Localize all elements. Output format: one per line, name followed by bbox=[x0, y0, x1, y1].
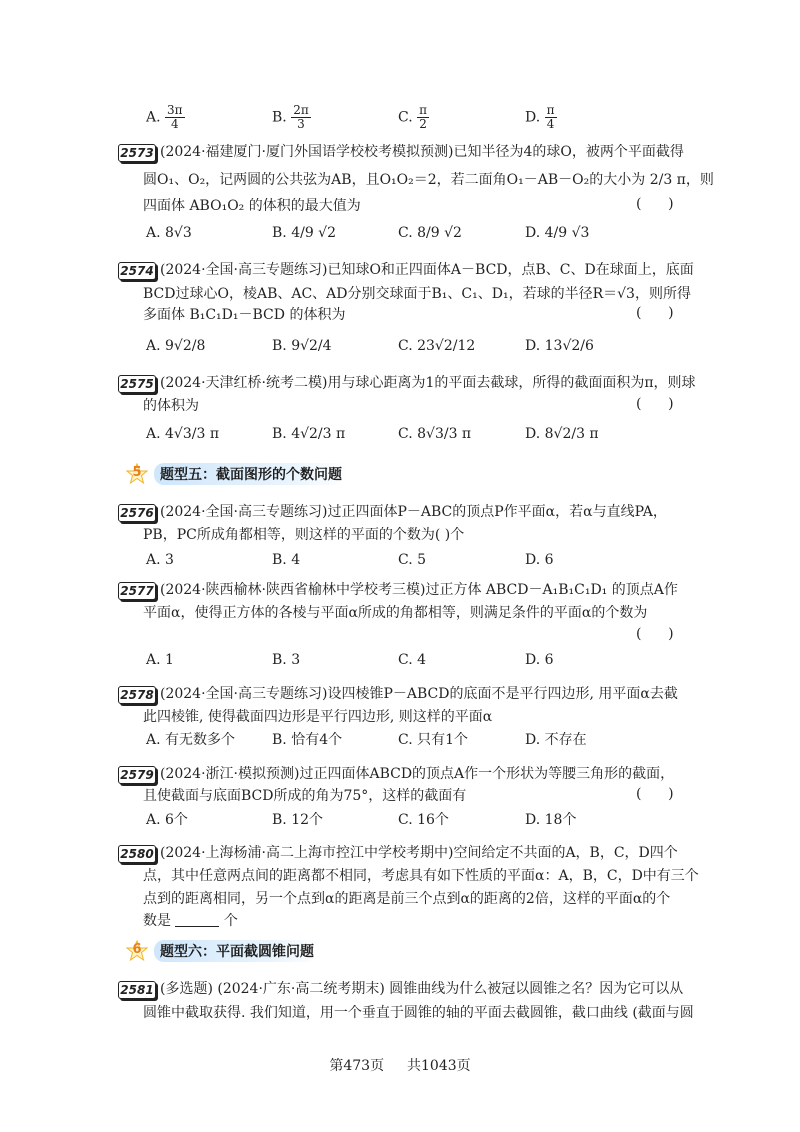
option-b: B. 12个 bbox=[272, 812, 324, 828]
question-text bbox=[143, 911, 238, 931]
option-c: C. 5 bbox=[398, 552, 427, 568]
option-a: A. 3 bbox=[146, 552, 174, 568]
option-d: D. 8√2/3 π bbox=[525, 426, 599, 442]
question-text: (多选题) (2024·广东·高二统考期末) 圆锥曲线为什么被冠以圆锥之名？因为它可以从 bbox=[160, 981, 684, 997]
option-d: D. 6 bbox=[525, 652, 554, 668]
section-title: 题型五：截面图形的个数问题 bbox=[154, 463, 348, 485]
option-d: D. 13√2/6 bbox=[525, 338, 594, 354]
answer-bracket: ( ) bbox=[636, 196, 674, 212]
option-a: A. 1 bbox=[146, 652, 174, 668]
section-number: 6 bbox=[132, 942, 142, 957]
option-a: A. 8√3 bbox=[146, 225, 192, 241]
option-d: D. 4/9 √3 bbox=[525, 225, 590, 241]
question-text: 此四棱锥, 使得截面四边形是平行四边形, 则这样的平面α bbox=[143, 709, 493, 725]
question-text: BCD过球心O，棱AB、AC、AD分别交球面于B₁、C₁、D₁，若球的半径R＝√3，则所得 bbox=[143, 286, 691, 302]
question-number: 2581 bbox=[118, 981, 156, 999]
question-text: 的体积为 bbox=[143, 398, 199, 414]
answer-bracket: ( ) bbox=[636, 305, 674, 321]
question-text-start: 数是 bbox=[143, 913, 171, 929]
question-text: 平面α，使得正方体的各棱与平面α所成的角都相等，则满足条件的平面α的个数为 bbox=[143, 605, 648, 621]
option-c: C. 23√2/12 bbox=[398, 338, 476, 354]
option-a: A. 6个 bbox=[146, 812, 188, 828]
section-header bbox=[126, 462, 348, 486]
question-text: 四面体 ABO₁O₂ 的体积的最大值为 bbox=[143, 198, 361, 214]
option-d: D. 不存在 bbox=[525, 732, 587, 748]
option-d: D. $\frac{\pi}{4}$ bbox=[525, 103, 555, 131]
question-number: 2579 bbox=[118, 766, 156, 784]
option-a: A. 9√2/8 bbox=[146, 338, 206, 354]
page-total: 共1043页 bbox=[407, 1058, 471, 1074]
section-header bbox=[126, 939, 320, 963]
question-text: (2024·福建厦门·厦门外国语学校校考模拟预测)已知半径为4的球O，被两个平面截得 bbox=[160, 144, 684, 160]
question-text: (2024·上海杨浦·高二上海市控江中学校考期中)空间给定不共面的A，B，C，D四个 bbox=[160, 845, 678, 861]
question-text: (2024·天津红桥·统考二模)用与球心距离为1的平面去截球，所得的截面面积为π，则球 bbox=[160, 375, 696, 391]
question-number: 2577 bbox=[118, 582, 156, 600]
option-c: C. 8/9 √2 bbox=[398, 225, 462, 241]
question-text: PB，PC所成角都相等，则这样的平面的个数为( )个 bbox=[143, 527, 465, 543]
question-text: (2024·全国·高三专题练习)过正四面体P－ABC的顶点P作平面α，若α与直线PA， bbox=[160, 504, 667, 520]
question-number: 2573 bbox=[118, 144, 156, 162]
option-a: A. $\frac{3\pi}{4}$ bbox=[146, 103, 183, 131]
question-text-end: 个 bbox=[223, 913, 238, 929]
question-number: 2574 bbox=[118, 262, 156, 280]
question-text: 圆O₁、O₂，记两圆的公共弦为AB，且O₁O₂＝2，若二面角O₁－AB－O₂的大小为 2/3 π，则 bbox=[143, 172, 714, 188]
question-text: 点，其中任意两点间的距离都不相同，考虑具有如下性质的平面α：A，B，C，D中有三个 bbox=[143, 868, 699, 884]
option-c: C. 16个 bbox=[398, 812, 449, 828]
page-footer bbox=[0, 1055, 800, 1075]
page-number: 第473页 bbox=[329, 1058, 385, 1074]
option-b: B. 4 bbox=[272, 552, 301, 568]
option-b: B. 4√2/3 π bbox=[272, 426, 346, 442]
answer-bracket: ( ) bbox=[636, 626, 674, 642]
question-text: (2024·全国·高三专题练习)已知球O和正四面体A－BCD，点B、C、D在球面上，底面 bbox=[160, 262, 694, 278]
question-number: 2578 bbox=[118, 686, 156, 704]
option-b: B. $\frac{2\pi}{3}$ bbox=[272, 103, 309, 131]
option-c: C. $\frac{\pi}{2}$ bbox=[398, 103, 428, 131]
option-b: B. 恰有4个 bbox=[272, 732, 343, 748]
section-number: 5 bbox=[132, 465, 142, 480]
question-number: 2576 bbox=[118, 504, 156, 522]
option-c: C. 8√3/3 π bbox=[398, 426, 472, 442]
question-number: 2575 bbox=[118, 375, 156, 393]
option-c: C. 4 bbox=[398, 652, 427, 668]
section-title: 题型六：平面截圆锥问题 bbox=[154, 940, 320, 962]
option-d: D. 18个 bbox=[525, 812, 577, 828]
option-c: C. 只有1个 bbox=[398, 732, 469, 748]
star-badge-icon bbox=[126, 940, 148, 962]
option-b: B. 9√2/4 bbox=[272, 338, 332, 354]
star-badge-icon bbox=[126, 463, 148, 485]
answer-bracket: ( ) bbox=[636, 786, 674, 802]
option-b: B. 4/9 √2 bbox=[272, 225, 336, 241]
answer-blank[interactable] bbox=[175, 912, 219, 927]
option-a: A. 有无数多个 bbox=[146, 732, 236, 748]
question-text: 多面体 B₁C₁D₁－BCD 的体积为 bbox=[143, 307, 346, 323]
question-text: 点到的距离相同，另一个点到α的距离是前三个点到α的距离的2倍，这样的平面α的个 bbox=[143, 891, 671, 907]
question-text: (2024·陕西榆林·陕西省榆林中学校考三模)过正方体 ABCD－A₁B₁C₁D₁ 的顶点A作 bbox=[160, 582, 678, 598]
answer-bracket: ( ) bbox=[636, 396, 674, 412]
question-text: 圆锥中截取获得. 我们知道，用一个垂直于圆锥的轴的平面去截圆锥，截口曲线 (截面与圆 bbox=[143, 1005, 694, 1021]
question-number: 2580 bbox=[118, 845, 156, 863]
option-b: B. 3 bbox=[272, 652, 301, 668]
question-text: (2024·浙江·模拟预测)过正四面体ABCD的顶点A作一个形状为等腰三角形的截面， bbox=[160, 766, 675, 782]
option-d: D. 6 bbox=[525, 552, 554, 568]
option-a: A. 4√3/3 π bbox=[146, 426, 220, 442]
question-text: 且使截面与底面BCD所成的角为75°，这样的截面有 bbox=[143, 788, 467, 804]
question-text: (2024·全国·高三专题练习)设四棱锥P－ABCD的底面不是平行四边形, 用平面α去截 bbox=[160, 686, 678, 702]
